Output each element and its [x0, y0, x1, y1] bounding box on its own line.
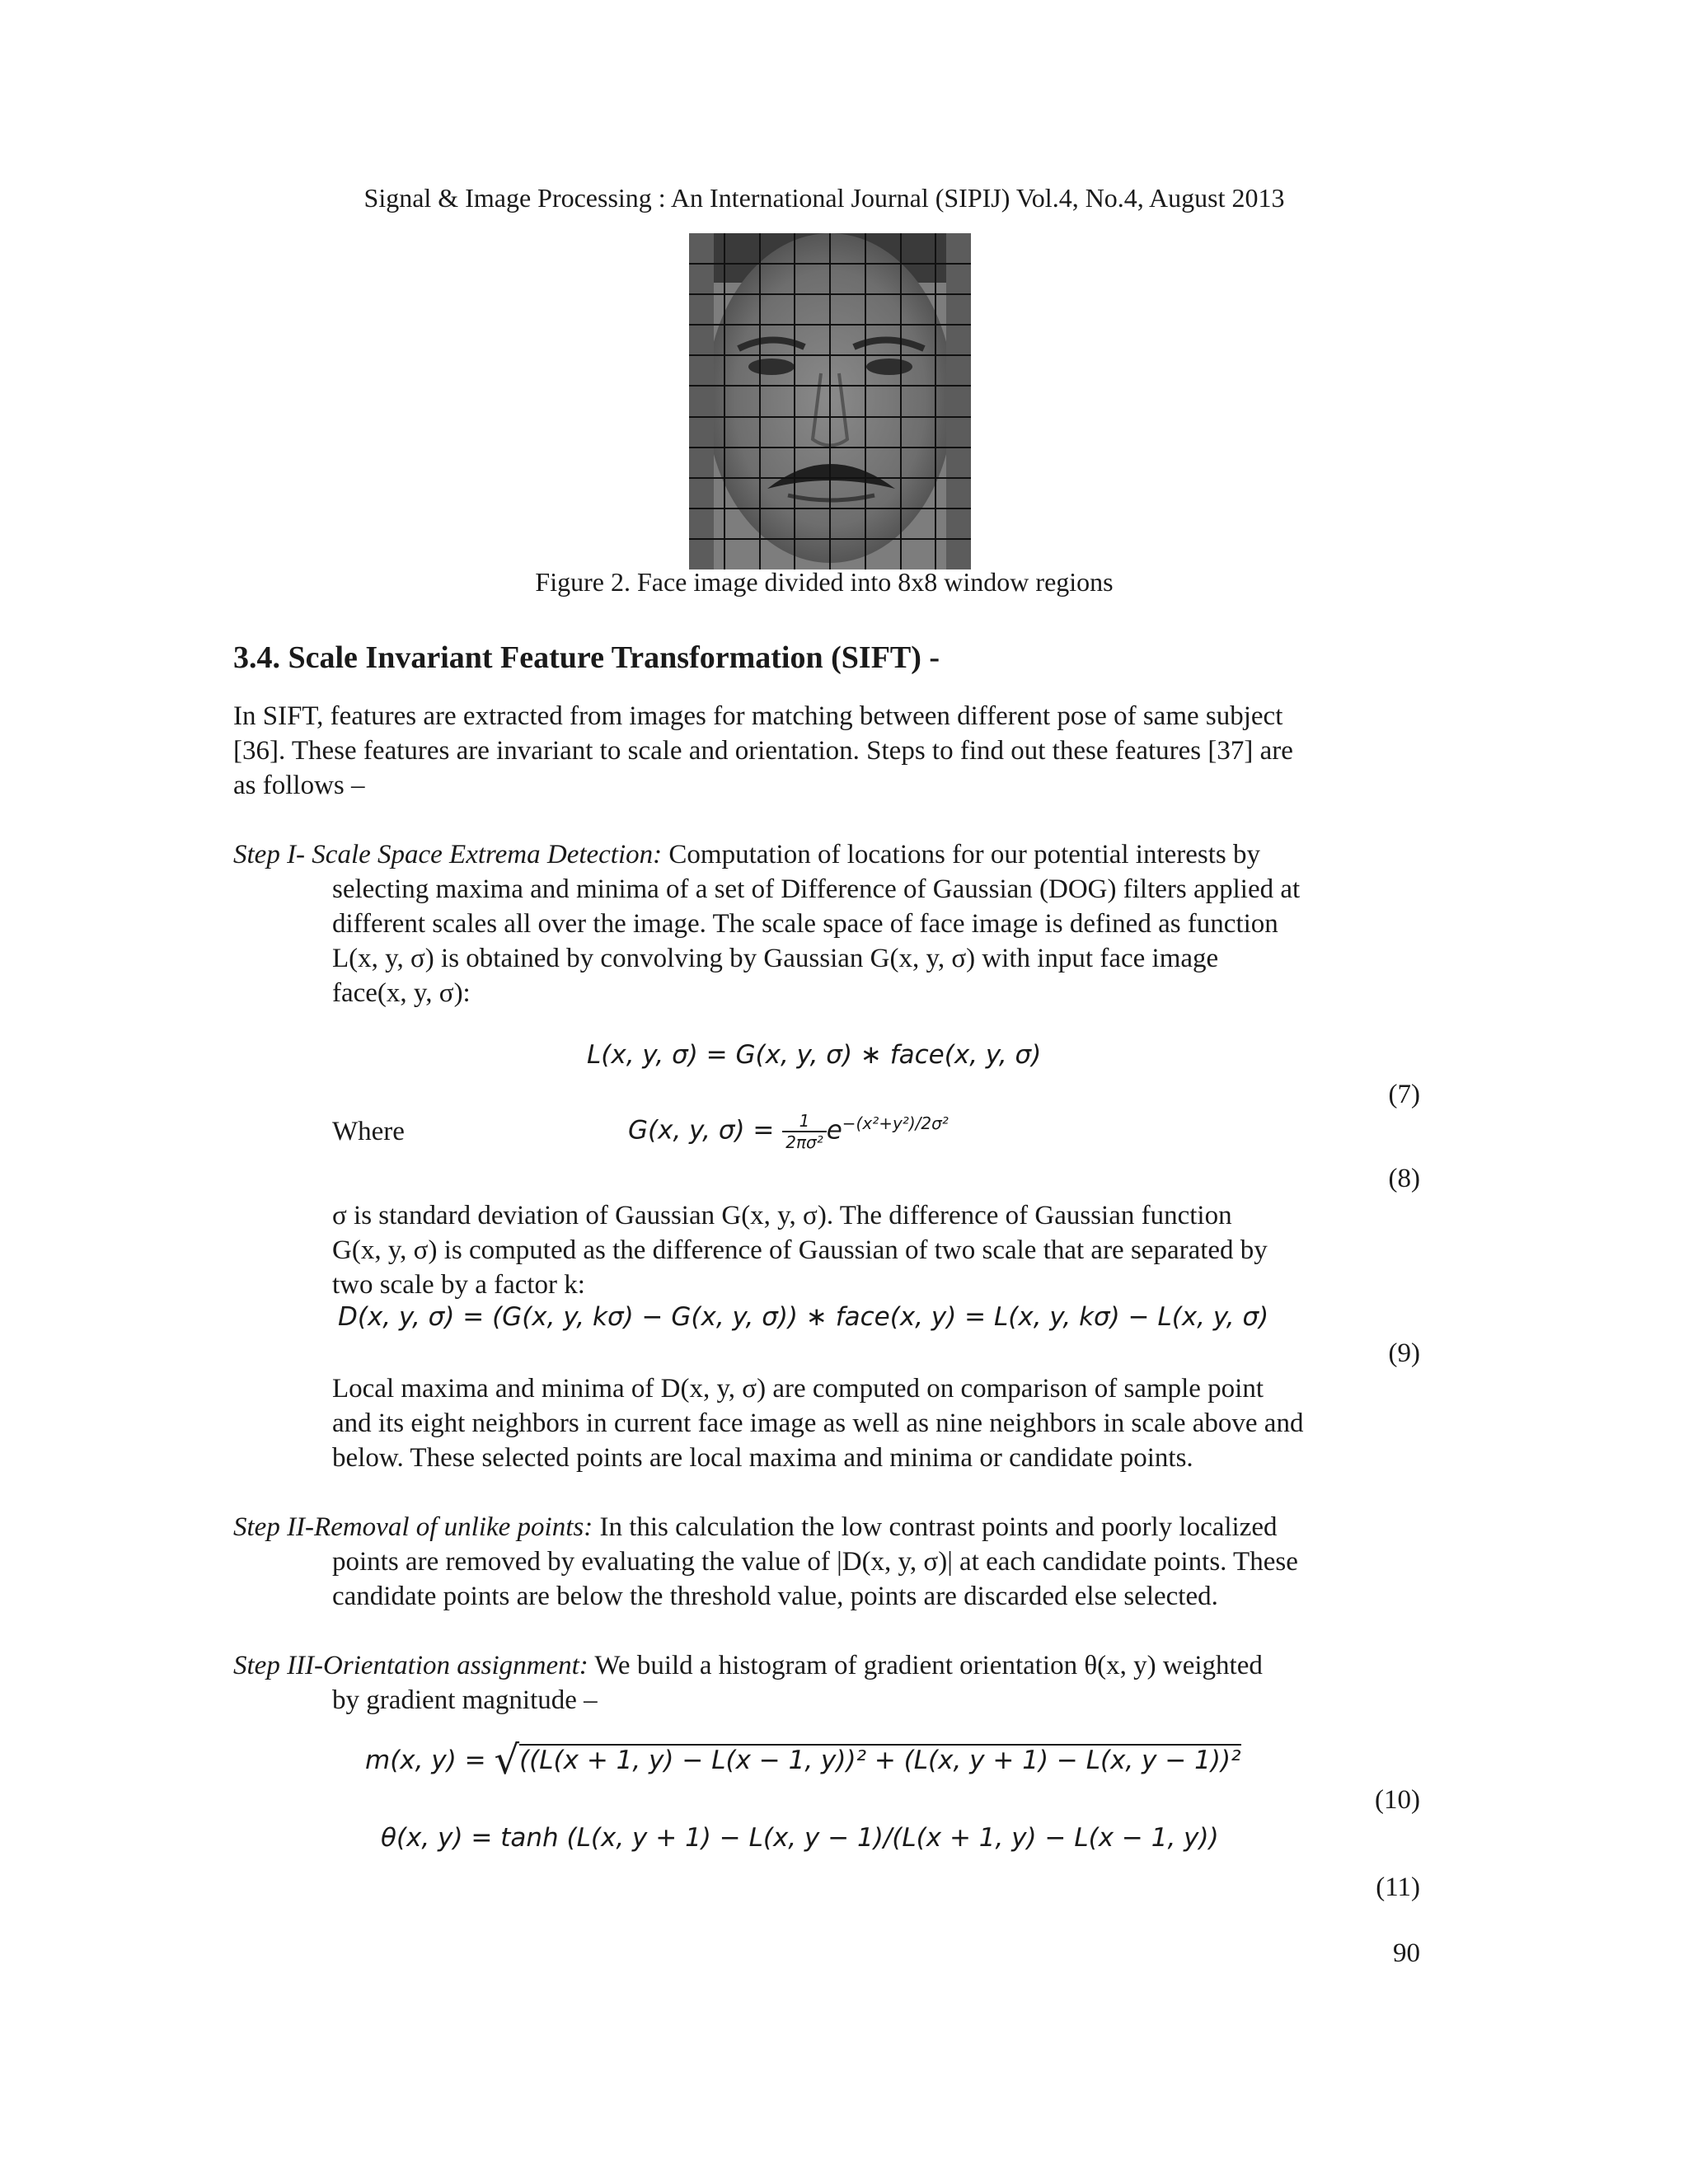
conclusion-line: below. These selected points are local maxima and minima or candidate points. — [332, 1443, 1193, 1473]
equation-10 — [365, 1737, 1241, 1783]
step-2-text: In this calculation the low contrast points and poorly localized — [593, 1512, 1278, 1542]
equation-9-number: (9) — [1388, 1338, 1420, 1368]
step-1-line: selecting maxima and minima of a set of Difference of Gaussian (DOG) filters applied at — [332, 874, 1301, 904]
intro-paragraph — [233, 699, 1420, 803]
fraction-denominator: 2πσ² — [785, 1132, 823, 1152]
page-number: 90 — [1393, 1938, 1420, 1968]
continuation-line: two scale by a factor k: — [332, 1270, 585, 1300]
step-1-label: Step I- Scale Space Extrema Detection: — [233, 840, 663, 869]
intro-line: [36]. These features are invariant to scale and orientation. Steps to find out these features [37] are — [233, 736, 1293, 766]
equation-7-number: (7) — [1388, 1080, 1420, 1109]
conclusion-line: and its eight neighbors in current face image as well as nine neighbors in scale above and — [332, 1408, 1304, 1438]
intro-line: In SIFT, features are extracted from images for matching between different pose of same subject — [233, 701, 1283, 731]
section-heading: 3.4. Scale Invariant Feature Transformation (SIFT) - — [233, 640, 940, 675]
figure-caption: Figure 2. Face image divided into 8x8 window regions — [535, 567, 1114, 597]
equation-8 — [628, 1111, 949, 1152]
face-figure — [689, 233, 971, 569]
step-2-line: points are removed by evaluating the value of |D(x, y, σ)| at each candidate points. These — [332, 1547, 1298, 1577]
running-header: Signal & Image Processing : An International Journal (SIPIJ) Vol.4, No.4, August 2013 — [363, 183, 1285, 213]
fraction-numerator: 1 — [782, 1111, 826, 1132]
continuation-line: σ is standard deviation of Gaussian G(x, y, σ). The difference of Gaussian function — [332, 1201, 1232, 1230]
equation-7: L(x, y, σ) = G(x, y, σ) ∗ face(x, y, σ) — [587, 1040, 1042, 1070]
conclusion-line: Local maxima and minima of D(x, y, σ) are computed on comparison of sample point — [332, 1374, 1264, 1404]
step-1-text: Computation of locations for our potential interests by — [662, 840, 1261, 869]
step-1-first-line — [233, 837, 1420, 872]
step-1-line: different scales all over the image. The scale space of face image is defined as function — [332, 909, 1278, 939]
step-1-conclusion — [332, 1371, 1420, 1475]
step-2-line: candidate points are below the threshold value, points are discarded else selected. — [332, 1582, 1218, 1611]
step-1-paragraph — [233, 837, 1420, 1010]
equation-8-number: (8) — [1388, 1164, 1420, 1193]
step-3-paragraph — [233, 1648, 1420, 1718]
step-1-line: face(x, y, σ): — [332, 978, 471, 1008]
equation-8-superscript: −(x²+y²)/2σ² — [842, 1113, 949, 1134]
equation-10-radicand: ((L(x + 1, y) − L(x − 1, y))² + (L(x, y + 1) − L(x, y − 1))² — [519, 1746, 1241, 1775]
step-1-continuation — [332, 1198, 1420, 1302]
step-1-line: L(x, y, σ) is obtained by convolving by Gaussian G(x, y, σ) with input face image — [332, 944, 1219, 973]
face-image — [689, 233, 971, 569]
intro-line: as follows – — [233, 771, 365, 800]
equation-8-exp: e — [826, 1115, 842, 1146]
equation-9: D(x, y, σ) = (G(x, y, kσ) − G(x, y, σ)) ∗ face(x, y) = L(x, y, kσ) − L(x, y, σ) — [338, 1302, 1269, 1332]
step-2-paragraph — [233, 1510, 1420, 1614]
step-3-line: by gradient magnitude – — [332, 1685, 598, 1715]
equation-10-lhs: m(x, y) = — [365, 1746, 486, 1775]
step-3-text: We build a histogram of gradient orientation θ(x, y) weighted — [588, 1651, 1263, 1680]
equation-11-number: (11) — [1376, 1872, 1420, 1902]
step-3-first-line — [233, 1648, 1420, 1683]
step-2-first-line — [233, 1510, 1420, 1544]
continuation-line: G(x, y, σ) is computed as the difference of Gaussian of two scale that are separated by — [332, 1235, 1268, 1265]
equation-10-number: (10) — [1375, 1785, 1420, 1815]
where-label: Where — [332, 1117, 405, 1146]
equation-11: θ(x, y) = tanh (L(x, y + 1) − L(x, y − 1)/(L(x + 1, y) − L(x − 1, y)) — [381, 1823, 1219, 1853]
equation-8-fraction — [782, 1111, 826, 1152]
step-2-label: Step II-Removal of unlike points: — [233, 1512, 593, 1542]
step-3-label: Step III-Orientation assignment: — [233, 1651, 588, 1680]
sqrt-symbol: √ — [494, 1737, 520, 1783]
equation-8-lhs: G(x, y, σ) = — [628, 1115, 775, 1146]
